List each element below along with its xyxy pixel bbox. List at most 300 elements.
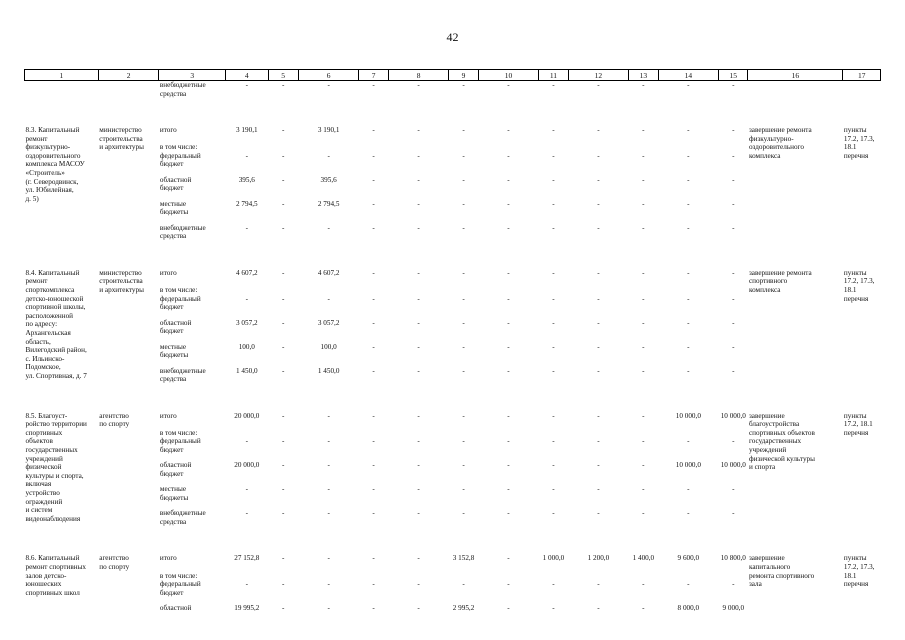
value-cell: -: [417, 268, 420, 277]
value-cell: -: [281, 411, 285, 420]
value-cell: 10 000,0: [720, 461, 746, 470]
value-cell: 1 200,0: [587, 554, 610, 563]
value-cell: 395,6: [238, 175, 255, 184]
value-cell: -: [372, 126, 375, 134]
executor-cell: агентство по спорту: [99, 554, 130, 571]
value-cell: -: [281, 604, 285, 613]
value-cell: -: [552, 604, 555, 613]
result-cell: завершение капитального ремонта спортивного зала: [748, 554, 815, 589]
value-cell: -: [327, 223, 330, 232]
value-cell: 1 400,0: [632, 554, 655, 563]
value-cell: -: [372, 223, 375, 232]
value-cell: -: [245, 81, 248, 89]
value-cell: -: [372, 318, 375, 327]
value-cell: -: [642, 366, 645, 375]
value-cell: -: [372, 485, 375, 494]
value-cell: 10 000,0: [720, 411, 746, 420]
value-cell: -: [597, 411, 600, 420]
result-cell: завершение ремонта физкультурно- оздоровительного комплекса: [748, 126, 812, 160]
executor-cell: министерство строительства и архитектуры: [99, 268, 144, 294]
value-cell: -: [687, 81, 690, 89]
value-cell: 9 000,0: [722, 604, 745, 613]
table-row: [25, 81, 881, 106]
value-cell: -: [687, 175, 690, 184]
value-cell: -: [642, 604, 645, 613]
value-cell: -: [327, 604, 330, 613]
value-cell: -: [417, 554, 420, 563]
value-cell: -: [732, 81, 735, 89]
value-cell: -: [597, 485, 600, 494]
value-cell: 19 995,2: [234, 604, 260, 613]
value-cell: -: [642, 199, 645, 208]
value-cell: -: [327, 437, 330, 446]
spacer-cell: [25, 248, 881, 269]
value-cell: -: [552, 223, 555, 232]
value-cell: -: [687, 294, 690, 303]
value-cell: -: [372, 81, 375, 89]
measure-title: 8.3. Капитальный ремонт физкультурно- оздоровительного комплекса МАСОУ «Строитель» (г. Северодвинск, ул. Юбилейная, д. 5): [25, 126, 85, 203]
value-cell: -: [327, 81, 330, 89]
value-cell: -: [597, 366, 600, 375]
value-cell: -: [687, 126, 690, 134]
value-cell: -: [732, 199, 735, 208]
value-cell: -: [732, 294, 735, 303]
value-cell: -: [687, 318, 690, 327]
value-cell: -: [281, 580, 285, 589]
value-cell: -: [507, 318, 510, 327]
value-cell: 1 000,0: [542, 554, 565, 563]
value-cell: -: [597, 268, 600, 277]
value-cell: -: [552, 175, 555, 184]
table-body: [25, 81, 881, 629]
value-cell: -: [687, 509, 690, 518]
value-cell: -: [462, 318, 465, 327]
value-cell: -: [281, 342, 285, 351]
value-cell: -: [372, 151, 375, 160]
value-cell: -: [462, 437, 465, 446]
value-cell: -: [642, 268, 645, 277]
value-cell: -: [687, 342, 690, 351]
value-cell: -: [687, 223, 690, 232]
value-cell: -: [507, 411, 510, 420]
value-cell: -: [507, 342, 510, 351]
value-cell: 1 450,0: [317, 366, 340, 375]
header-cell: 13: [629, 70, 658, 81]
value-cell: -: [245, 509, 248, 518]
value-cell: -: [507, 509, 510, 518]
value-cell: -: [507, 223, 510, 232]
value-cell: -: [372, 411, 375, 420]
value-cell: -: [642, 126, 645, 134]
value-cell: -: [372, 342, 375, 351]
value-cell: 100,0: [320, 342, 337, 351]
header-cell: 7: [359, 70, 388, 81]
value-cell: -: [552, 126, 555, 134]
value-cell: -: [462, 126, 465, 134]
value-cell: -: [245, 580, 248, 589]
table-row: [25, 269, 881, 295]
value-cell: -: [687, 485, 690, 494]
value-cell: -: [417, 485, 420, 494]
value-cell: -: [732, 318, 735, 327]
spacer-row: [25, 533, 881, 554]
items-cell: пункты 17.2, 18.1 перечня: [843, 411, 873, 437]
value-cell: -: [245, 151, 248, 160]
value-cell: 27 152,8: [234, 554, 260, 563]
value-cell: -: [552, 342, 555, 351]
value-cell: 10 800,0: [720, 554, 746, 563]
value-cell: -: [462, 485, 465, 494]
result-cell: завершение ремонта спортивного комплекса: [748, 268, 812, 294]
value-cell: -: [281, 509, 285, 518]
value-cell: -: [552, 268, 555, 277]
header-cell: 10: [478, 70, 539, 81]
value-cell: -: [417, 175, 420, 184]
measure-title: [25, 81, 99, 106]
table-row: [25, 554, 881, 580]
value-cell: -: [732, 126, 735, 134]
value-cell: -: [507, 175, 510, 184]
result-cell: завершение благоустройства спортивных объектов государственных учреждений физической культуры и спорта: [748, 411, 815, 472]
value-cell: -: [417, 126, 420, 134]
items-cell: пункты 17.2, 17.3, 18.1 перечня: [843, 554, 875, 589]
value-cell: -: [642, 318, 645, 327]
value-cell: -: [597, 604, 600, 613]
value-cell: -: [372, 509, 375, 518]
value-cell: -: [281, 81, 285, 89]
value-cell: 2 794,5: [317, 199, 340, 208]
value-cell: -: [417, 318, 420, 327]
source-label: внебюджетные средства: [159, 366, 206, 384]
page-number: 42: [446, 30, 459, 44]
value-cell: -: [417, 294, 420, 303]
header-cell: 15: [719, 70, 748, 81]
result-cell: [748, 81, 843, 106]
executor-cell: агентство по спорту: [99, 411, 130, 429]
value-cell: -: [417, 461, 420, 470]
source-label: итого в том числе:: [159, 554, 198, 580]
value-cell: -: [732, 485, 735, 494]
items-cell: [843, 81, 881, 106]
source-label: внебюджетные средства: [159, 223, 206, 241]
value-cell: -: [462, 223, 465, 232]
value-cell: -: [281, 199, 285, 208]
value-cell: -: [597, 126, 600, 134]
executor-cell: министерство строительства и архитектуры: [99, 126, 144, 152]
measure-title: 8.6. Капитальный ремонт спортивных залов детско- юношеских спортивных школ: [25, 554, 86, 597]
value-cell: -: [281, 126, 285, 134]
value-cell: -: [462, 411, 465, 420]
value-cell: 4 607,2: [236, 268, 258, 277]
value-cell: -: [281, 366, 285, 375]
value-cell: -: [732, 580, 735, 589]
value-cell: -: [462, 294, 465, 303]
value-cell: -: [552, 485, 555, 494]
measure-title: 8.5. Благоуст- ройство территории спортивных объектов государственных учреждений физической культуры и спорта, включая устройство ограждений и систем видеонаблюдения: [25, 411, 87, 523]
value-cell: -: [597, 151, 600, 160]
value-cell: -: [417, 580, 420, 589]
source-label: областной: [159, 604, 192, 613]
value-cell: -: [552, 461, 555, 470]
value-cell: -: [642, 223, 645, 232]
value-cell: 395,6: [320, 175, 337, 184]
value-cell: -: [687, 199, 690, 208]
header-cell: 3: [159, 70, 226, 81]
spacer-row: [25, 391, 881, 412]
value-cell: -: [281, 268, 285, 277]
value-cell: -: [597, 461, 600, 470]
value-cell: -: [507, 366, 510, 375]
table-row: [25, 126, 881, 152]
value-cell: -: [732, 342, 735, 351]
value-cell: -: [327, 509, 330, 518]
value-cell: -: [552, 151, 555, 160]
value-cell: -: [552, 318, 555, 327]
value-cell: -: [327, 580, 330, 589]
value-cell: -: [327, 554, 330, 563]
value-cell: -: [507, 604, 510, 613]
header-cell: 9: [449, 70, 478, 81]
value-cell: 1 450,0: [236, 366, 258, 375]
table-row: [25, 412, 881, 438]
value-cell: -: [281, 175, 285, 184]
source-label: федеральный бюджет: [159, 437, 201, 454]
value-cell: -: [597, 342, 600, 351]
value-cell: -: [687, 268, 690, 277]
value-cell: -: [281, 223, 285, 232]
value-cell: -: [552, 509, 555, 518]
value-cell: -: [245, 437, 248, 446]
value-cell: -: [642, 461, 645, 470]
source-label: областной бюджет: [159, 318, 192, 336]
value-cell: 3 057,2: [317, 318, 340, 327]
value-cell: -: [597, 318, 600, 327]
value-cell: 3 152,8: [452, 554, 475, 563]
value-cell: -: [417, 81, 420, 89]
source-label: областной бюджет: [159, 175, 192, 193]
value-cell: -: [281, 294, 285, 303]
value-cell: -: [507, 554, 510, 563]
value-cell: -: [372, 437, 375, 446]
value-cell: -: [642, 580, 645, 589]
value-cell: -: [462, 342, 465, 351]
value-cell: -: [642, 437, 645, 446]
value-cell: 3 190,1: [317, 126, 340, 134]
value-cell: -: [687, 580, 690, 589]
value-cell: -: [327, 485, 330, 494]
value-cell: -: [507, 294, 510, 303]
header-cell: 2: [98, 70, 159, 81]
source-label: итого в том числе:: [159, 126, 198, 152]
measure-title: 8.4. Капитальный ремонт спорткомплекса детско-юношеской спортивной школы, расположенной по адресу: Архангельская область, Вилегодский район, с. Ильинско- Подомское, ул. Спортивная, д. 7: [25, 268, 87, 380]
value-cell: -: [732, 175, 735, 184]
value-cell: -: [281, 318, 285, 327]
source-label: местные бюджеты: [159, 485, 189, 502]
value-cell: 4 607,2: [317, 268, 340, 277]
header-cell: 11: [539, 70, 568, 81]
value-cell: -: [642, 151, 645, 160]
value-cell: -: [552, 411, 555, 420]
value-cell: -: [417, 199, 420, 208]
source-label: итого в том числе:: [159, 268, 198, 294]
items-cell: пункты 17.2, 17.3, 18.1 перечня: [843, 126, 875, 160]
value-cell: -: [327, 461, 330, 470]
header-cell: 8: [388, 70, 449, 81]
value-cell: -: [417, 411, 420, 420]
value-cell: -: [245, 294, 248, 303]
value-cell: -: [417, 223, 420, 232]
value-cell: -: [552, 437, 555, 446]
value-cell: -: [462, 151, 465, 160]
value-cell: -: [597, 437, 600, 446]
value-cell: -: [462, 268, 465, 277]
value-cell: -: [462, 175, 465, 184]
spacer-row: [25, 105, 881, 126]
value-cell: -: [372, 604, 375, 613]
value-cell: -: [327, 151, 330, 160]
value-cell: -: [372, 366, 375, 375]
spacer-cell: [25, 533, 881, 554]
value-cell: -: [507, 461, 510, 470]
header-cell: 5: [268, 70, 298, 81]
value-cell: 2 995,2: [452, 604, 475, 613]
value-cell: -: [507, 199, 510, 208]
spacer-row: [25, 248, 881, 269]
value-cell: 10 000,0: [675, 411, 701, 420]
value-cell: 20 000,0: [234, 411, 260, 420]
value-cell: -: [462, 461, 465, 470]
spacer-cell: [25, 105, 881, 126]
value-cell: -: [327, 294, 330, 303]
value-cell: -: [281, 485, 285, 494]
value-cell: -: [372, 461, 375, 470]
source-label: федеральный бюджет: [159, 580, 201, 597]
value-cell: -: [732, 268, 735, 277]
value-cell: 20 000,0: [234, 461, 260, 470]
value-cell: -: [462, 199, 465, 208]
header-cell: 1: [25, 70, 99, 81]
value-cell: -: [417, 437, 420, 446]
header-cell: 16: [748, 70, 843, 81]
value-cell: -: [372, 580, 375, 589]
header-cell: 6: [298, 70, 359, 81]
source-label: федеральный бюджет: [159, 294, 201, 312]
value-cell: -: [597, 175, 600, 184]
value-cell: 10 000,0: [675, 461, 701, 470]
value-cell: -: [507, 485, 510, 494]
header-cell: 17: [843, 70, 881, 81]
value-cell: -: [552, 366, 555, 375]
value-cell: 9 600,0: [677, 554, 700, 563]
source-label: местные бюджеты: [159, 199, 189, 217]
value-cell: -: [597, 294, 600, 303]
value-cell: -: [372, 294, 375, 303]
value-cell: -: [732, 437, 735, 446]
value-cell: -: [327, 411, 330, 420]
source-label: итого в том числе:: [159, 411, 198, 437]
value-cell: -: [732, 223, 735, 232]
value-cell: -: [245, 485, 248, 494]
value-cell: -: [372, 199, 375, 208]
source-label: областной бюджет: [159, 461, 192, 478]
value-cell: -: [597, 223, 600, 232]
value-cell: -: [281, 461, 285, 470]
value-cell: -: [642, 485, 645, 494]
value-cell: -: [281, 151, 285, 160]
value-cell: -: [417, 342, 420, 351]
value-cell: 2 794,5: [236, 199, 258, 208]
value-cell: -: [507, 126, 510, 134]
value-cell: -: [507, 268, 510, 277]
value-cell: -: [732, 151, 735, 160]
value-cell: -: [552, 580, 555, 589]
source-label: внебюджетные средства: [159, 81, 206, 98]
value-cell: -: [462, 81, 465, 89]
value-cell: 8 000,0: [677, 604, 700, 613]
value-cell: 100,0: [238, 342, 255, 351]
value-cell: -: [417, 151, 420, 160]
value-cell: -: [642, 81, 645, 89]
value-cell: -: [732, 509, 735, 518]
value-cell: -: [552, 199, 555, 208]
header-cell: 4: [226, 70, 268, 81]
spacer-cell: [25, 391, 881, 412]
value-cell: -: [507, 580, 510, 589]
value-cell: -: [687, 437, 690, 446]
source-label: местные бюджеты: [159, 342, 189, 360]
value-cell: -: [552, 294, 555, 303]
value-cell: -: [507, 81, 510, 89]
value-cell: -: [732, 366, 735, 375]
value-cell: -: [372, 268, 375, 277]
items-cell: пункты 17.2, 17.3, 18.1 перечня: [843, 268, 875, 303]
value-cell: -: [417, 509, 420, 518]
value-cell: -: [597, 199, 600, 208]
executor-cell: [98, 81, 159, 106]
value-cell: -: [462, 509, 465, 518]
value-cell: -: [597, 509, 600, 518]
value-cell: -: [372, 175, 375, 184]
value-cell: -: [417, 604, 420, 613]
value-cell: 3 190,1: [236, 126, 258, 134]
value-cell: 3 057,2: [236, 318, 258, 327]
header-cell: 12: [568, 70, 629, 81]
value-cell: -: [597, 580, 600, 589]
header-row: [25, 70, 881, 81]
value-cell: -: [462, 580, 465, 589]
value-cell: -: [642, 411, 645, 420]
value-cell: -: [642, 509, 645, 518]
budget-table: [24, 69, 881, 628]
value-cell: -: [642, 175, 645, 184]
value-cell: -: [597, 81, 600, 89]
source-label: внебюджетные средства: [159, 509, 206, 526]
value-cell: -: [687, 366, 690, 375]
value-cell: -: [552, 81, 555, 89]
source-label: федеральный бюджет: [159, 151, 201, 169]
value-cell: -: [642, 294, 645, 303]
value-cell: -: [372, 554, 375, 563]
value-cell: -: [642, 342, 645, 351]
value-cell: -: [245, 223, 248, 232]
value-cell: -: [281, 554, 285, 563]
value-cell: -: [281, 437, 285, 446]
value-cell: -: [462, 366, 465, 375]
value-cell: -: [507, 437, 510, 446]
value-cell: -: [507, 151, 510, 160]
value-cell: -: [417, 366, 420, 375]
header-cell: 14: [658, 70, 719, 81]
